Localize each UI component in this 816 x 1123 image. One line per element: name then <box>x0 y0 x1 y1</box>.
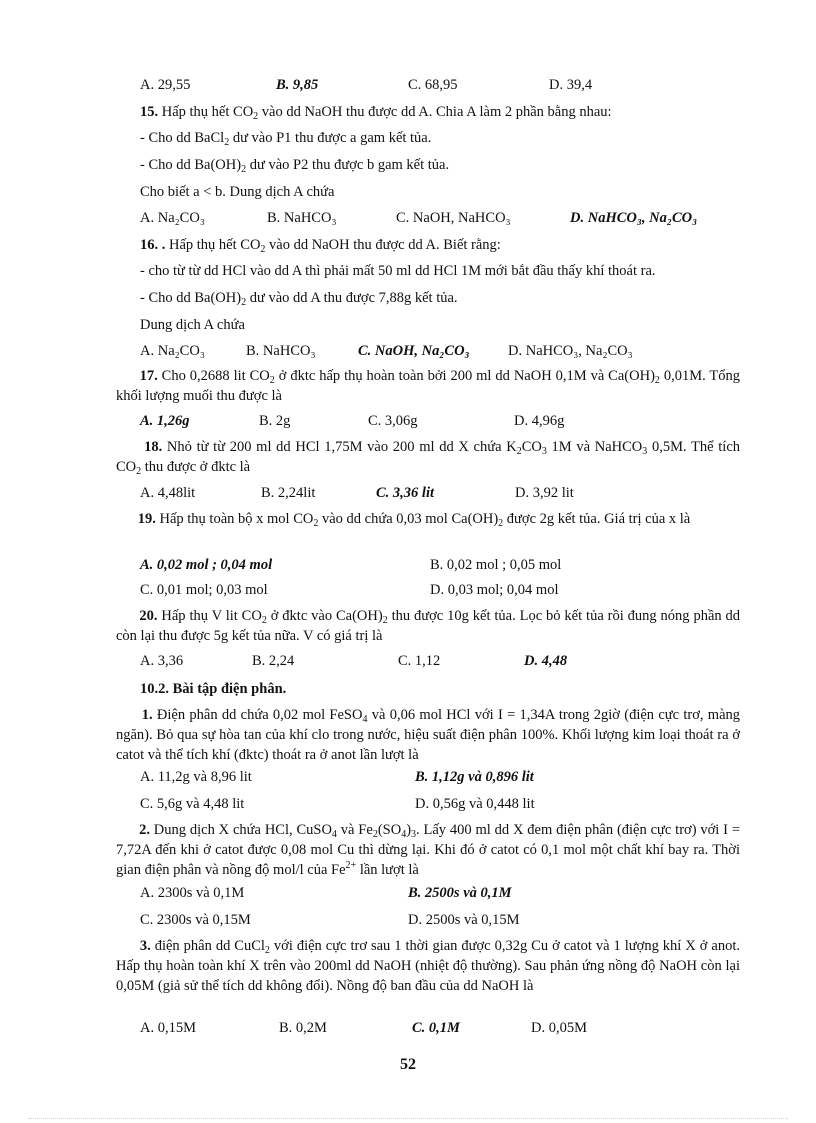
answer-option: A. Na₂CO₃ <box>140 343 205 359</box>
answer-option: C. NaOH, NaHCO₃ <box>396 210 511 226</box>
answer-option: A. 0,15M <box>140 1020 196 1036</box>
exercise-3-text: 3. điện phân dd CuCl$_2$ với điện cực trơ sau 1 thời gian được 0,32g Cu ở catot và 1 lượng khí X ở anot. Hấp thụ hoàn toàn khí X trên vào 200ml dd NaOH (nhiệt độ thường). Sau phản ứng nồng độ NaOH còn lại 0,05M (giả sử thể tích dd không đổi). Nồng độ ban đầu của dd NaOH là <box>116 938 740 994</box>
answer-option: B. 0,02 mol ; 0,05 mol <box>430 557 562 573</box>
answer-option: D. 4,96g <box>514 413 565 429</box>
answer-option: A. 4,48lit <box>140 485 196 501</box>
answer-option: C. 5,6g và 4,48 lit <box>140 796 245 812</box>
question-number: 2. <box>139 822 150 838</box>
answer-option: B. 0,2M <box>279 1020 327 1036</box>
question-16-text: - Cho dd $Ba(OH)_2$ dư vào dd A thu được 7,88g kết tủa. <box>140 290 458 308</box>
answer-option: D. 0,56g và 0,448 lit <box>415 796 535 812</box>
answer-option: B. 2,24 <box>252 653 295 669</box>
answer-option: C. 2300s và 0,15M <box>140 912 251 928</box>
question-number: 15. <box>140 104 159 120</box>
question-16-text: - cho từ từ dd HCl vào dd A thì phải mất 50 ml dd HCl 1M mới bắt đầu thấy khí thoát ra. <box>140 263 656 279</box>
answer-option: B. NaHCO₃ <box>246 343 316 359</box>
page-bottom-divider <box>28 1118 788 1119</box>
answer-option-correct: C. NaOH, Na₂CO₃ <box>358 343 470 359</box>
answer-option: B. NaHCO₃ <box>267 210 337 226</box>
answer-option: A. Na₂CO₃ <box>140 210 205 226</box>
answer-option-correct: D. NaHCO₃, Na₂CO₃ <box>570 210 698 226</box>
question-17-text: 17. Cho 0,2688 lit $CO_2$ ở đktc hấp thụ hoàn toàn bởi 200 ml dd NaOH 0,1M và $Ca(OH)_2$ 0,01M. Tổng khối lượng muối thu được là <box>116 368 741 404</box>
answer-option: C. 0,01 mol; 0,03 mol <box>140 582 268 598</box>
answer-option-correct: A. 0,02 mol ; 0,04 mol <box>140 557 273 573</box>
answer-option: D. 0,05M <box>531 1020 587 1036</box>
answer-option: C. 68,95 <box>408 77 458 93</box>
question-15-text: - Cho dd $Ba(OH)_2$ dư vào P2 thu được b gam kết tủa. <box>140 157 450 175</box>
exercise-1-text: 1. Điện phân dd chứa 0,02 mol FeSO$_4$ và 0,06 mol HCl với I = 1,34A trong 2giờ (điện cực trơ, màng ngăn). Bỏ qua sự hòa tan của khí clo trong nước, hiệu suất điện phân 100%. Khối lượng kim loại thoát ra ở catot và thể tích khí (đktc) thoát ra ở anot lần lượt là <box>116 707 741 763</box>
answer-option: A. 2300s và 0,1M <box>140 885 245 901</box>
question-18-text: 18. Nhỏ từ từ 200 ml dd HCl 1,75M vào 200 ml dd X chứa $K_2CO_3$ 1M và NaHCO$_3$ 0,5M. Thể tích $CO_2$ thu được ở đktc là <box>116 439 741 477</box>
question-20-text: 20. Hấp thụ V lit $CO_2$ ở đktc vào $Ca(OH)_2$ thu được 10g kết tủa. Lọc bỏ kết tủa rồi đung nóng phần dd còn lại thu được 5g kết tủa nữa. V có giá trị là <box>116 608 741 644</box>
question-15-text: Cho biết a < b. Dung dịch A chứa <box>140 184 335 200</box>
answer-option: D. 0,03 mol; 0,04 mol <box>430 582 559 598</box>
question-15-text: - Cho dd BaCl$_2$ dư vào P1 thu được a gam kết tủa. <box>140 130 432 148</box>
question-number: 3. <box>139 938 151 954</box>
answer-option-correct: D. 4,48 <box>524 653 568 669</box>
answer-option: B. 2,24lit <box>261 485 316 501</box>
section-heading: 10.2. Bài tập điện phân. <box>140 681 287 697</box>
question-19-text: 19. Hấp thụ toàn bộ x mol $CO_2$ vào dd chứa 0,03 mol $Ca(OH)_2$ được 2g kết tủa. Giá trị của x là <box>137 511 691 529</box>
answer-option-correct: C. 3,36 lit <box>376 485 435 501</box>
answer-option: D. NaHCO₃, Na₂CO₃ <box>508 343 633 359</box>
answer-option-correct: A. 1,26g <box>140 413 190 429</box>
question-number: 19. <box>137 511 156 527</box>
question-number: 17. <box>139 368 158 384</box>
question-number: 20. <box>139 608 158 624</box>
answer-option: C. 3,06g <box>368 413 418 429</box>
answer-option: B. 2g <box>259 413 291 429</box>
answer-option: C. 1,12 <box>398 653 441 669</box>
question-number: 18. <box>144 439 163 455</box>
answer-option: D. 3,92 lit <box>515 485 574 501</box>
question-number: 1. <box>141 707 153 723</box>
page-number: 52 <box>400 1056 416 1073</box>
question-number: 16. . <box>140 237 166 253</box>
answer-option: D. 39,4 <box>549 77 593 93</box>
question-16-text: Dung dịch A chứa <box>140 317 245 333</box>
question-15-text: 15. Hấp thụ hết $CO_2$ vào dd NaOH thu được dd A. Chia A làm 2 phần bằng nhau: <box>140 104 612 122</box>
answer-option-correct: B. 1,12g và 0,896 lit <box>415 769 534 785</box>
question-16-text: 16. . Hấp thụ hết $CO_2$ vào dd NaOH thu được dd A. Biết rằng: <box>140 237 501 255</box>
answer-option: A. 29,55 <box>140 77 191 93</box>
answer-option: A. 3,36 <box>140 653 184 669</box>
answer-option: A. 11,2g và 8,96 lit <box>140 769 252 785</box>
answer-option-correct: B. 9,85 <box>276 77 319 93</box>
answer-option-correct: C. 0,1M <box>412 1020 460 1036</box>
exercise-2-text: 2. Dung dịch X chứa HCl, CuSO$_4$ và $Fe_2(SO_4)_3$. Lấy 400 ml dd X đem điện phân (điện cực trơ) với I = 7,72A đến khi ở catot được 0,08 mol Cu thì dừng lại. Khi đó ở catot có 0,1 mol một chất khí bay ra. Thời gian điện phân và nồng độ mol/l của $Fe^{2+}$ lần lượt là <box>116 822 741 878</box>
answer-option-correct: B. 2500s và 0,1M <box>408 885 512 901</box>
answer-option: D. 2500s và 0,15M <box>408 912 520 928</box>
